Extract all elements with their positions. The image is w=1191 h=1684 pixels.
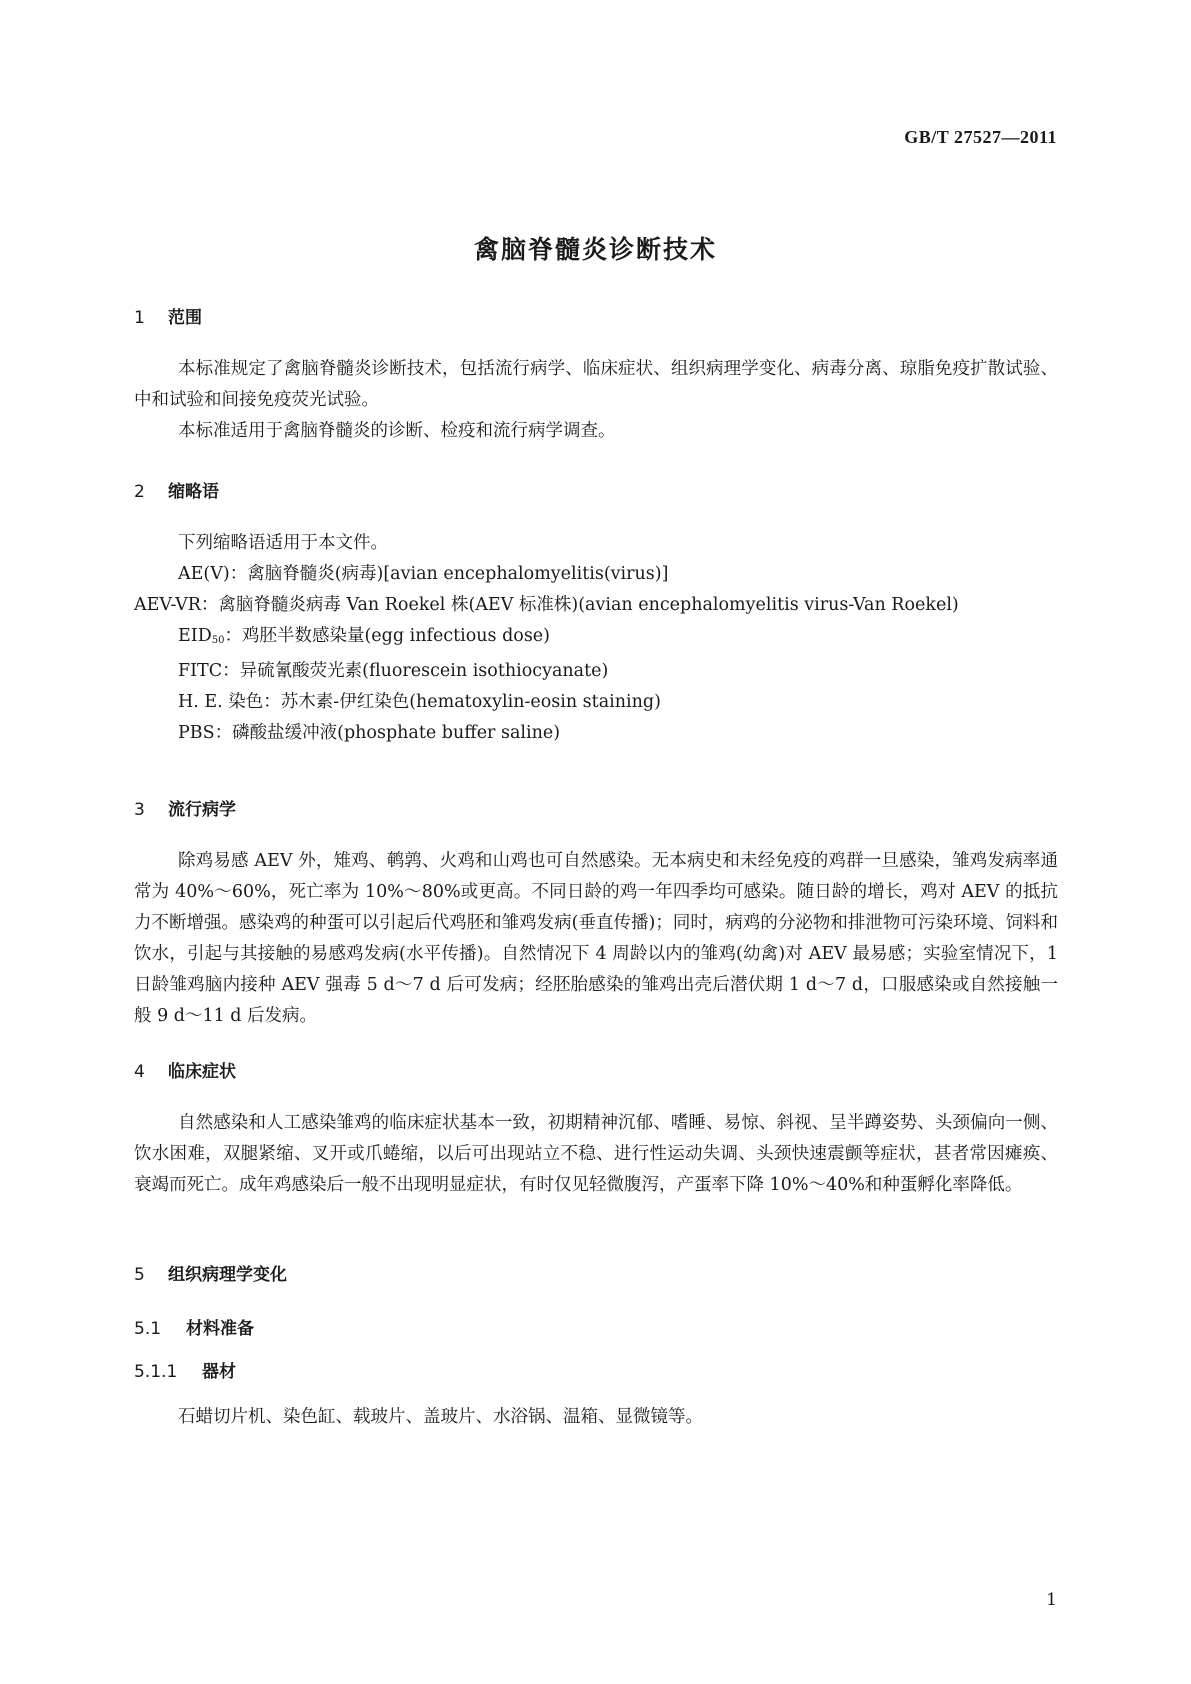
section-title: 流行病学: [168, 800, 236, 820]
section-title: 组织病理学变化: [168, 1265, 287, 1285]
section-5-1-heading: [134, 1314, 254, 1339]
section-5-1-1-body: [134, 1402, 1058, 1433]
paragraph: 本标准规定了禽脑脊髓炎诊断技术，包括流行病学、临床症状、组织病理学变化、病毒分离、琼脂免疫扩散试验、中和试验和间接免疫荧光试验。: [134, 359, 1058, 410]
section-3-body: [134, 846, 1058, 1032]
section-title: 材料准备: [186, 1319, 254, 1339]
abbr-term: EID: [178, 626, 212, 646]
paragraph: 石蜡切片机、染色缸、载玻片、盖玻片、水浴锅、温箱、显微镜等。: [178, 1407, 703, 1427]
section-5-heading: [134, 1260, 287, 1285]
section-number: 2: [134, 482, 145, 502]
paragraph: 除鸡易感 AEV 外，雉鸡、鹌鹑、火鸡和山鸡也可自然感染。无本病史和未经免疫的鸡群一旦感染，雏鸡发病率通常为 40%～60%，死亡率为 10%～80%或更高。不同日龄的鸡一年四季均可感染。随日龄的增长，鸡对 AEV 的抵抗力不断增强。感染鸡的种蛋可以引起后代鸡胚和雏鸡发病(垂直传播)；同时，病鸡的分泌物和排泄物可污染环境、饲料和饮水，引起与其接触的易感鸡发病(水平传播)。自然情况下 4 周龄以内的雏鸡(幼禽)对 AEV 最易感；实验室情况下，1 日龄雏鸡脑内接种 AEV 强毒 5 d～7 d 后可发病；经胚胎感染的雏鸡出壳后潜伏期 1 d～7 d，口服感染或自然接触一般 9 d～11 d 后发病。: [134, 851, 1058, 1026]
section-title: 临床症状: [168, 1062, 236, 1082]
paragraph: 自然感染和人工感染雏鸡的临床症状基本一致，初期精神沉郁、嗜睡、易惊、斜视、呈半蹲姿势、头颈偏向一侧、饮水困难，双腿紧缩、叉开或爪蜷缩，以后可出现站立不稳、进行性运动失调、头颈快速震颤等症状，甚者常因瘫痪、衰竭而死亡。成年鸡感染后一般不出现明显症状，有时仅见轻微腹泻，产蛋率下降 10%～40%和种蛋孵化率降低。: [134, 1113, 1058, 1195]
section-1-body: [134, 354, 1058, 447]
section-number: 5.1: [134, 1319, 162, 1339]
list-item: [134, 621, 1058, 656]
section-title: 器材: [202, 1362, 236, 1382]
list-item: FITC：异硫氰酸荧光素(fluorescein isothiocyanate): [178, 661, 609, 681]
section-number: 5.1.1: [134, 1362, 178, 1382]
abbr-subscript: 50: [211, 635, 225, 646]
section-1-heading: [134, 303, 202, 328]
standard-code: GB/T 27527—2011: [904, 127, 1057, 147]
section-3-heading: [134, 795, 236, 820]
list-item: PBS：磷酸盐缓冲液(phosphate buffer saline): [178, 723, 561, 743]
section-title: 缩略语: [168, 482, 219, 502]
section-4-body: [134, 1108, 1058, 1201]
list-intro: 下列缩略语适用于本文件。: [178, 533, 388, 553]
section-number: 1: [134, 308, 145, 328]
section-title: 范围: [168, 308, 202, 328]
section-5-1-1-heading: [134, 1357, 236, 1382]
section-2-heading: [134, 477, 219, 502]
list-item: AE(V)：禽脑脊髓炎(病毒)[avian encephalomyelitis(virus)]: [178, 564, 669, 584]
section-4-heading: [134, 1057, 236, 1082]
section-number: 4: [134, 1062, 145, 1082]
abbr-definition: ：鸡胚半数感染量(egg infectious dose): [224, 626, 550, 646]
section-number: 3: [134, 800, 145, 820]
list-item: AEV-VR：禽脑脊髓炎病毒 Van Roekel 株(AEV 标准株)(avian encephalomyelitis virus-Van Roekel): [134, 595, 959, 615]
paragraph: 本标准适用于禽脑脊髓炎的诊断、检疫和流行病学调查。: [178, 421, 616, 441]
list-item: H. E. 染色：苏木素-伊红染色(hematoxylin-eosin staining): [178, 692, 661, 712]
section-number: 5: [134, 1265, 145, 1285]
document-title: 禽脑脊髓炎诊断技术: [473, 235, 717, 264]
page-number: 1: [1046, 1590, 1057, 1610]
abbreviation-list: [134, 528, 1058, 749]
